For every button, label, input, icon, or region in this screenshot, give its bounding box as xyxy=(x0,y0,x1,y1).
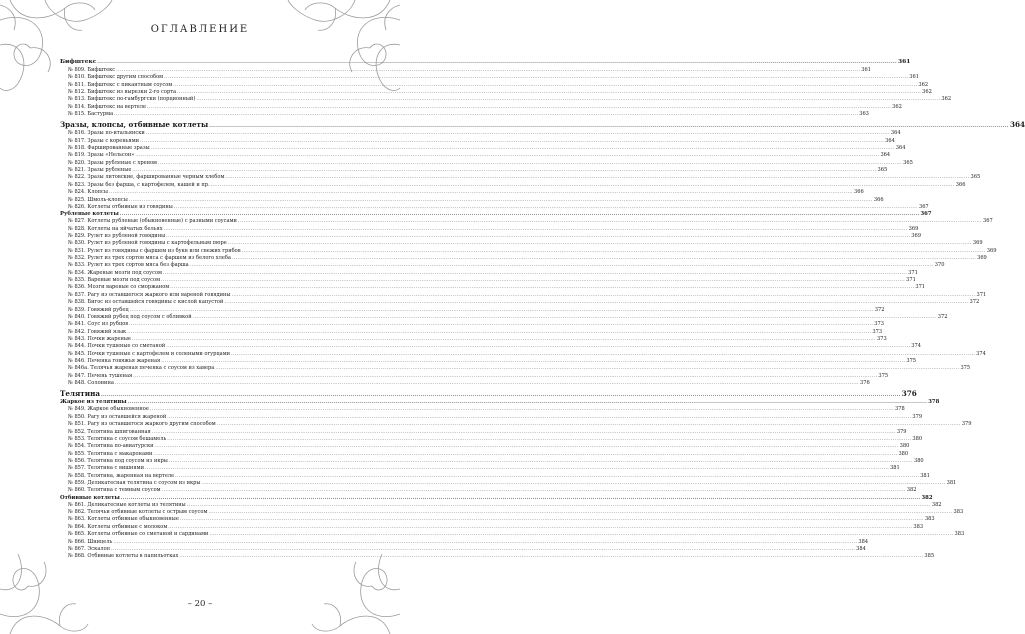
toc-entry-page: 381 xyxy=(890,465,900,472)
toc-entry-page: 362 xyxy=(892,103,902,110)
dot-leader: ................................................................................................................................................................................................................................................................................................................................................................................................................ xyxy=(119,212,920,218)
toc-entry-page: 363 xyxy=(859,111,869,118)
toc-entry-label: № 868. Отбивные котлеты в папильотках xyxy=(68,553,179,560)
toc-entry-page: 362 xyxy=(941,96,952,103)
toc-entry xyxy=(60,328,883,336)
toc-entry-page: 371 xyxy=(908,269,918,276)
dot-leader: ................................................................................................................................................................................................................................................................................................................................................................................................................ xyxy=(133,373,878,379)
toc-entry-page: 364 xyxy=(885,137,895,144)
toc-entry xyxy=(60,96,952,103)
toc-entry-page: 364 xyxy=(880,152,891,159)
toc-entry-page: 365 xyxy=(970,174,981,181)
toc-entry-page: 373 xyxy=(872,328,883,335)
toc-entry-label: № 853. Телятина с соусом бешамель xyxy=(68,435,167,442)
toc-entry xyxy=(60,435,923,443)
toc-entry-label: № 836. Мозги вареные со сморжаном xyxy=(68,284,170,291)
toc-section xyxy=(60,389,917,399)
dot-leader: ................................................................................................................................................................................................................................................................................................................................................................................................................ xyxy=(173,82,918,88)
toc-entry-label: № 837. Рагу из оставшегося жаркого или вареной говядины xyxy=(68,291,231,298)
toc-entry xyxy=(60,225,919,233)
toc-entry-label: № 854. Телятина по-авиатурски xyxy=(68,443,154,450)
toc-entry-label: № 823. Зразы без фарша, с картофелем, кашей и пр. xyxy=(68,181,210,188)
dot-leader: ................................................................................................................................................................................................................................................................................................................................................................................................................ xyxy=(158,160,903,166)
toc-entry-page: 364 xyxy=(890,130,901,137)
dot-leader: ................................................................................................................................................................................................................................................................................................................................................................................................................ xyxy=(166,344,911,350)
toc-entry xyxy=(60,406,905,413)
toc-entry xyxy=(60,130,901,137)
dot-leader: ................................................................................................................................................................................................................................................................................................................................................................................................................ xyxy=(166,234,911,240)
toc-entry-label: № 830. Рулет из рубленой говядины с картофельным пюре xyxy=(68,240,227,247)
dot-leader: ................................................................................................................................................................................................................................................................................................................................................................................................................ xyxy=(209,124,1009,130)
toc-entry-page: 382 xyxy=(906,487,917,494)
toc-entry-label: № 841. Соус из рубцов xyxy=(68,321,129,328)
toc-entry-page: 369 xyxy=(908,225,919,232)
toc-entry-label: № 814. Бифштекс на вертеле xyxy=(68,103,147,110)
toc-entry-page: 384 xyxy=(858,538,869,545)
toc-entry-label: № 818. Фаршированные зразы xyxy=(68,145,150,152)
toc-entry xyxy=(60,457,924,465)
toc-entry-page: 371 xyxy=(906,277,916,284)
dot-leader: ................................................................................................................................................................................................................................................................................................................................................................................................................ xyxy=(127,329,872,335)
toc-entry-page: 374 xyxy=(976,350,986,357)
dot-leader: ................................................................................................................................................................................................................................................................................................................................................................................................................ xyxy=(224,300,969,306)
toc-entry-label: № 860. Телятина с темным соусом xyxy=(68,487,161,494)
page-number: – 20 – xyxy=(187,599,213,609)
toc-entry-page: 372 xyxy=(937,313,948,320)
dot-leader: ................................................................................................................................................................................................................................................................................................................................................................................................................ xyxy=(154,444,899,450)
dot-leader: ................................................................................................................................................................................................................................................................................................................................................................................................................ xyxy=(131,336,877,342)
toc-entry-page: 384 xyxy=(856,545,866,552)
dot-leader: ................................................................................................................................................................................................................................................................................................................................................................................................................ xyxy=(116,68,861,73)
toc-entry xyxy=(60,111,869,118)
dot-leader: ................................................................................................................................................................................................................................................................................................................................................................................................................ xyxy=(163,226,908,232)
toc-entry-page: 374 xyxy=(911,343,922,350)
toc-entry-page: 379 xyxy=(896,428,907,435)
toc-entry-label: № 852. Телятина шпигованная xyxy=(68,428,151,435)
toc-entry xyxy=(60,350,986,358)
toc-entry-label: № 845. Почки тушеные с картофелем и солеными огурцами xyxy=(68,350,231,357)
toc-entry-label: № 855. Телятина с макаронами xyxy=(68,450,153,457)
toc-entry-label: № 849. Жаркое обыкновенное xyxy=(68,406,149,413)
dot-leader: ................................................................................................................................................................................................................................................................................................................................................................................................................ xyxy=(128,197,873,203)
dot-leader: ................................................................................................................................................................................................................................................................................................................................................................................................................ xyxy=(114,380,859,386)
toc-entry xyxy=(60,174,981,181)
toc-entry-page: 375 xyxy=(960,365,971,372)
toc-entry xyxy=(60,137,895,145)
toc-entry-page: 362 xyxy=(918,81,929,88)
dot-leader: ................................................................................................................................................................................................................................................................................................................................................................................................................ xyxy=(210,182,955,188)
toc-entry-page: 367 xyxy=(983,218,993,225)
dot-leader: ................................................................................................................................................................................................................................................................................................................................................................................................................ xyxy=(161,488,906,494)
toc-entry-label: № 861. Деликатесные котлеты из телятины xyxy=(68,501,186,508)
toc-entry-page: 376 xyxy=(859,379,870,386)
toc-entry-label: № 824. Клопсы xyxy=(68,189,108,196)
toc-entry-page: 362 xyxy=(922,89,932,96)
toc-entry xyxy=(60,218,993,225)
toc-entry xyxy=(60,357,917,365)
dot-leader: ................................................................................................................................................................................................................................................................................................................................................................................................................ xyxy=(161,278,906,284)
toc-entry xyxy=(60,335,887,343)
toc-entry-label: № 821. Зразы рубленые xyxy=(68,167,132,174)
toc-entry-label: № 831. Рулет из говядины с фаршем из букв или свежих грибов xyxy=(68,247,241,254)
dot-leader: ................................................................................................................................................................................................................................................................................................................................................................................................................ xyxy=(168,524,913,530)
toc-entry-page: 380 xyxy=(899,443,910,450)
toc-entry-page: 365 xyxy=(877,167,888,174)
toc-entry-page: 378 xyxy=(895,406,905,413)
table-of-contents xyxy=(60,58,1025,561)
dot-leader: ................................................................................................................................................................................................................................................................................................................................................................................................................ xyxy=(150,146,895,152)
toc-entry-page: 366 xyxy=(873,196,884,203)
toc-entry-label: № 811. Бифштекс с пикантным соусом xyxy=(68,81,173,88)
dot-leader: ................................................................................................................................................................................................................................................................................................................................................................................................................ xyxy=(209,532,954,538)
toc-entry-label: № 820. Зразы рубленые с хреном xyxy=(68,159,158,166)
toc-entry-page: 366 xyxy=(955,181,966,188)
dot-leader: ................................................................................................................................................................................................................................................................................................................................................................................................................ xyxy=(179,517,924,523)
toc-entry-page: 376 xyxy=(901,389,917,399)
dot-leader: ................................................................................................................................................................................................................................................................................................................................................................................................................ xyxy=(149,407,894,413)
toc-entry-label: № 856. Телятина под соусом из икры xyxy=(68,457,168,464)
toc-entry xyxy=(60,487,917,494)
toc-entry xyxy=(60,372,889,380)
toc-entry-page: 361 xyxy=(898,58,911,65)
toc-entry-page: 373 xyxy=(877,335,887,342)
toc-entry xyxy=(60,291,987,299)
toc-entry-label: № 857. Телятина с вишнями xyxy=(68,465,144,472)
toc-entry xyxy=(60,479,957,487)
toc-entry-label: Зразы, клопсы, отбивные котлеты xyxy=(60,120,209,130)
toc-entry xyxy=(60,465,900,472)
toc-entry xyxy=(60,472,930,480)
toc-entry xyxy=(60,284,926,291)
toc-entry-label: № 809. Бифштекс xyxy=(68,67,116,73)
toc-entry-page: 379 xyxy=(961,421,972,428)
dot-leader: ................................................................................................................................................................................................................................................................................................................................................................................................................ xyxy=(241,248,986,254)
dot-leader: ................................................................................................................................................................................................................................................................................................................................................................................................................ xyxy=(127,400,928,406)
toc-entry-page: 372 xyxy=(969,299,980,306)
toc-entry xyxy=(60,181,966,189)
toc-entry-label: № 825. Шмоль-клопсы xyxy=(68,196,128,203)
toc-entry-page: 383 xyxy=(954,531,965,538)
toc-entry-label: № 843. Почки жареные xyxy=(68,335,131,342)
toc-entry-page: 380 xyxy=(913,457,924,464)
toc-entry-label: № 863. Котлеты отбивные обыкновенные xyxy=(68,516,179,523)
dot-leader: ................................................................................................................................................................................................................................................................................................................................................................................................................ xyxy=(225,175,970,181)
toc-entry-label: № 826. Котлеты отбивные из говядины xyxy=(68,203,173,210)
toc-subsection xyxy=(60,494,933,502)
toc-section xyxy=(60,120,1025,130)
dot-leader: ................................................................................................................................................................................................................................................................................................................................................................................................................ xyxy=(173,204,918,210)
dot-leader: ................................................................................................................................................................................................................................................................................................................................................................................................................ xyxy=(186,502,931,508)
toc-entry-page: 382 xyxy=(921,494,933,501)
toc-entry xyxy=(60,196,884,204)
toc-entry xyxy=(60,262,945,269)
dot-leader: ................................................................................................................................................................................................................................................................................................................................................................................................................ xyxy=(145,131,890,137)
dot-leader: ................................................................................................................................................................................................................................................................................................................................................................................................................ xyxy=(111,546,856,552)
dot-leader: ................................................................................................................................................................................................................................................................................................................................................................................................................ xyxy=(227,241,972,247)
toc-entry-page: 371 xyxy=(915,284,926,291)
dot-leader: ................................................................................................................................................................................................................................................................................................................................................................................................................ xyxy=(101,393,901,399)
toc-entry-label: № 813. Бифштекс по-гамбургски (порционный) xyxy=(68,96,196,103)
toc-entry-page: 370 xyxy=(934,262,945,269)
toc-entry-page: 364 xyxy=(895,145,906,152)
dot-leader: ................................................................................................................................................................................................................................................................................................................................................................................................................ xyxy=(231,256,977,262)
toc-entry-label: № 847. Печень тушеная xyxy=(68,372,133,379)
dot-leader: ................................................................................................................................................................................................................................................................................................................................................................................................................ xyxy=(161,358,906,364)
dot-leader: ................................................................................................................................................................................................................................................................................................................................................................................................................ xyxy=(189,263,934,269)
dot-leader: ................................................................................................................................................................................................................................................................................................................................................................................................................ xyxy=(135,153,880,159)
toc-entry-label: Отбивные котлеты xyxy=(60,494,120,501)
dot-leader: ................................................................................................................................................................................................................................................................................................................................................................................................................ xyxy=(114,112,859,118)
toc-entry xyxy=(60,443,910,450)
toc-entry-page: 378 xyxy=(928,399,940,406)
dot-leader: ................................................................................................................................................................................................................................................................................................................................................................................................................ xyxy=(170,285,915,291)
dot-leader: ................................................................................................................................................................................................................................................................................................................................................................................................................ xyxy=(144,466,890,472)
dot-leader: ................................................................................................................................................................................................................................................................................................................................................................................................................ xyxy=(201,480,946,486)
toc-entry-page: 385 xyxy=(924,553,935,560)
toc-entry-page: 365 xyxy=(903,159,913,166)
dot-leader: ................................................................................................................................................................................................................................................................................................................................................................................................................ xyxy=(151,429,896,435)
toc-entry xyxy=(60,365,971,372)
toc-entry-label: № 846. Печенка говяжья жареная xyxy=(68,357,161,364)
toc-entry-page: 371 xyxy=(976,291,987,298)
dot-leader: ................................................................................................................................................................................................................................................................................................................................................................................................................ xyxy=(168,458,913,464)
dot-leader: ................................................................................................................................................................................................................................................................................................................................................................................................................ xyxy=(140,138,885,144)
toc-entry-label: № 850. Рагу из оставшейся жареной xyxy=(68,413,167,420)
toc-entry xyxy=(60,247,997,255)
toc-entry-page: 380 xyxy=(898,450,909,457)
toc-entry-page: 375 xyxy=(906,357,917,364)
toc-entry xyxy=(60,428,907,436)
toc-entry-page: 361 xyxy=(909,74,919,81)
toc-entry xyxy=(60,379,870,387)
toc-entry-page: 369 xyxy=(977,255,987,262)
toc-entry-label: № 819. Зразы «Нельсон» xyxy=(68,152,135,159)
toc-entry xyxy=(60,269,918,277)
toc-entry xyxy=(60,189,864,196)
toc-entry-page: 381 xyxy=(946,479,957,486)
toc-entry xyxy=(60,103,902,111)
toc-entry-page: 379 xyxy=(912,413,923,420)
toc-entry xyxy=(60,553,935,560)
dot-leader: ................................................................................................................................................................................................................................................................................................................................................................................................................ xyxy=(216,422,961,428)
toc-entry-label: № 862. Телячьи отбивные котлеты с острым соусом xyxy=(68,509,208,516)
toc-entry xyxy=(60,277,916,284)
toc-entry xyxy=(60,516,935,523)
toc-entry-label: № 851. Рагу из оставшегося жаркого другим способом xyxy=(68,421,216,428)
toc-entry-label: № 865. Котлеты отбивные со сметаной и сардинами xyxy=(68,531,209,538)
dot-leader: ................................................................................................................................................................................................................................................................................................................................................................................................................ xyxy=(129,322,874,328)
toc-entry xyxy=(60,81,929,89)
toc-entry-page: 369 xyxy=(972,240,983,247)
toc-entry xyxy=(60,74,919,81)
toc-entry-label: № 858. Телятина, жаренная на вертеле xyxy=(68,472,175,479)
toc-entry xyxy=(60,343,922,350)
toc-entry-page: 361 xyxy=(861,67,871,73)
toc-entry-label: № 848. Солонина xyxy=(68,379,114,386)
toc-entry xyxy=(60,306,885,314)
dot-leader: ................................................................................................................................................................................................................................................................................................................................................................................................................ xyxy=(97,60,898,65)
dot-leader: ................................................................................................................................................................................................................................................................................................................................................................................................................ xyxy=(208,510,953,516)
dot-leader: ................................................................................................................................................................................................................................................................................................................................................................................................................ xyxy=(129,307,874,313)
dot-leader: ................................................................................................................................................................................................................................................................................................................................................................................................................ xyxy=(167,414,912,420)
toc-entry-label: Жаркое из телятины xyxy=(60,399,127,406)
toc-entry xyxy=(60,240,983,247)
dot-leader: ................................................................................................................................................................................................................................................................................................................................................................................................................ xyxy=(163,270,908,276)
toc-entry-label: № 846а. Телячья жареная печенка с соусом из хавера xyxy=(68,365,215,372)
dot-leader: ................................................................................................................................................................................................................................................................................................................................................................................................................ xyxy=(153,451,898,457)
dot-leader: ................................................................................................................................................................................................................................................................................................................................................................................................................ xyxy=(231,351,976,357)
toc-entry-page: 373 xyxy=(874,321,884,328)
toc-entry-label: № 844. Почки тушеные со сметаной xyxy=(68,343,166,350)
toc-entry-label: № 817. Зразы с кореньями xyxy=(68,137,140,144)
toc-entry-label: № 864. Котлеты отбивные с молоком xyxy=(68,523,168,530)
toc-entry-label: № 815. Бастурма xyxy=(68,111,114,118)
toc-entry xyxy=(60,152,891,159)
toc-entry-label: № 835. Вареные мозги под соусом xyxy=(68,277,161,284)
toc-entry-page: 382 xyxy=(931,501,942,508)
dot-leader: ................................................................................................................................................................................................................................................................................................................................................................................................................ xyxy=(179,554,924,560)
dot-leader: ................................................................................................................................................................................................................................................................................................................................................................................................................ xyxy=(108,190,854,196)
toc-entry-label: № 822. Зразы литовские, фаршированные черным хлебом xyxy=(68,174,225,181)
toc-entry-label: № 834. Жареные мозги под соусом xyxy=(68,269,163,276)
dot-leader: ................................................................................................................................................................................................................................................................................................................................................................................................................ xyxy=(147,104,892,110)
toc-entry-label: № 827. Котлеты рубленые (обыкновенные) с разными соусами xyxy=(68,218,237,225)
toc-entry-label: № 842. Говяжий язык xyxy=(68,328,127,335)
toc-entry xyxy=(60,145,906,152)
toc-entry-label: Телятина xyxy=(60,389,101,399)
toc-entry-label: № 840. Говяжий рубец под соусом с обливкой xyxy=(68,313,192,320)
toc-entry-page: 367 xyxy=(920,211,932,218)
toc-entry-page: 369 xyxy=(911,233,921,240)
toc-entry-page: 369 xyxy=(986,247,997,254)
toc-entry-page: 383 xyxy=(913,523,924,530)
toc-entry-label: Бифштекс xyxy=(60,58,97,65)
toc-entry xyxy=(60,299,980,306)
toc-entry-label: № 833. Рулет из трех сортов мяса без фарша xyxy=(68,262,189,269)
dot-leader: ................................................................................................................................................................................................................................................................................................................................................................................................................ xyxy=(215,366,960,372)
toc-entry-label: № 859. Деликатесная телятина с соусом из икры xyxy=(68,479,201,486)
toc-entry-page: 364 xyxy=(1009,120,1025,130)
toc-entry xyxy=(60,531,965,538)
dot-leader: ................................................................................................................................................................................................................................................................................................................................................................................................................ xyxy=(120,495,921,501)
dot-leader: ................................................................................................................................................................................................................................................................................................................................................................................................................ xyxy=(175,473,920,479)
dot-leader: ................................................................................................................................................................................................................................................................................................................................................................................................................ xyxy=(167,436,912,442)
toc-entry-label: № 829. Рулет из рубленой говядины xyxy=(68,233,166,240)
toc-entry xyxy=(60,450,909,458)
toc-entry-label: № 812. Бифштекс из вырезки 2-го сорта xyxy=(68,89,177,96)
toc-entry-label: № 828. Котлеты на яйчатых бельях xyxy=(68,225,163,232)
toc-entry-page: 375 xyxy=(878,372,889,379)
dot-leader: ................................................................................................................................................................................................................................................................................................................................................................................................................ xyxy=(192,314,937,320)
toc-entry-label: Рубленые котлеты xyxy=(60,211,119,218)
dot-leader: ................................................................................................................................................................................................................................................................................................................................................................................................................ xyxy=(164,75,909,81)
toc-entry-label: № 816. Зразы по-итальянски xyxy=(68,130,145,137)
toc-entry-page: 366 xyxy=(854,189,864,196)
toc-entry-label: № 866. Шницель xyxy=(68,538,113,545)
dot-leader: ................................................................................................................................................................................................................................................................................................................................................................................................................ xyxy=(196,97,941,103)
page-title: ОГЛАВЛЕНИЕ xyxy=(150,24,250,35)
toc-entry-label: № 810. Бифштекс другим способом xyxy=(68,74,164,81)
toc-entry-page: 381 xyxy=(920,472,930,479)
toc-entry-page: 383 xyxy=(924,516,935,523)
dot-leader: ................................................................................................................................................................................................................................................................................................................................................................................................................ xyxy=(132,168,877,174)
toc-section xyxy=(60,58,911,67)
toc-entry-label: № 838. Бигос из оставшейся говядины с кислой капустой xyxy=(68,299,224,306)
toc-entry-label: № 839. Говяжий рубец xyxy=(68,306,129,313)
toc-entry xyxy=(60,421,972,428)
toc-entry-page: 383 xyxy=(953,509,964,516)
dot-leader: ................................................................................................................................................................................................................................................................................................................................................................................................................ xyxy=(231,292,976,298)
toc-entry-label: № 867. Эскалоп xyxy=(68,545,111,552)
dot-leader: ................................................................................................................................................................................................................................................................................................................................................................................................................ xyxy=(177,90,922,96)
toc-entry-page: 380 xyxy=(912,435,923,442)
toc-entry-page: 372 xyxy=(874,306,885,313)
dot-leader: ................................................................................................................................................................................................................................................................................................................................................................................................................ xyxy=(113,539,858,545)
toc-entry xyxy=(60,538,869,546)
toc-entry-label: № 832. Рулет из трех сортов мяса с фаршем из белого хлеба xyxy=(68,255,231,262)
dot-leader: ................................................................................................................................................................................................................................................................................................................................................................................................................ xyxy=(237,219,983,225)
toc-entry-page: 367 xyxy=(918,203,929,210)
toc-entry xyxy=(60,321,884,328)
